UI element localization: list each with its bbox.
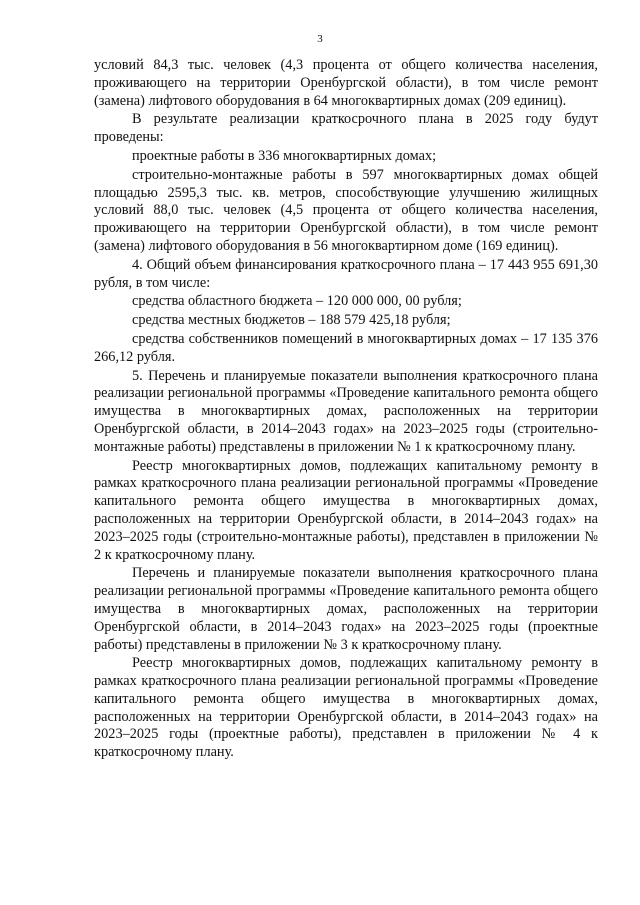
paragraph-appendix-4: Реестр многоквартирных домов, подлежащих капитальному ремонту в рамках краткосрочного плана реализации региональной программы «Проведение капитального ремонта общего имущества в многоквартирных домах, расположенных на территории Оренбургской области, в 2014–2043 годах» на 2023–2025 годы (проектные работы), представлен в приложении № 4 к краткосрочному плану. (94, 655, 598, 761)
paragraph-appendix-2: Реестр многоквартирных домов, подлежащих капитальному ремонту в рамках краткосрочного плана реализации региональной программы «Проведение капитального ремонта общего имущества в многоквартирных домах, расположенных на территории Оренбургской области, в 2014–2043 годах» на 2023–2025 годы (строительно-монтажные работы), представлен в приложении № 2 к краткосрочному плану. (94, 457, 598, 563)
paragraph-continuation: условий 84,3 тыс. человек (4,3 процента от общего количества населения, проживающего на территории Оренбургской области), в том числе ремонт (замена) лифтового оборудования в 64 многоквартирных домах (209 единиц). (94, 57, 598, 109)
page-number: 3 (317, 33, 323, 45)
paragraph-results-2025: В результате реализации краткосрочного плана в 2025 году будут проведены: (94, 111, 598, 146)
paragraph-local-budgets: средства местных бюджетов – 188 579 425,18 рубля; (132, 312, 451, 329)
paragraph-financing-total: 4. Общий объем финансирования краткосрочного плана – 17 443 955 691,30 рубля, в том числе: (94, 256, 598, 291)
paragraph-regional-budget: средства областного бюджета – 120 000 000, 00 рубля; (132, 293, 462, 310)
paragraph-appendix-1: 5. Перечень и планируемые показатели выполнения краткосрочного плана реализации региональной программы «Проведение капитального ремонта общего имущества в многоквартирных домах, расположенных на территории Оренбургской области, в 2014–2043 годах» на 2023–2025 годы (строительно-монтажные работы) представлены в приложении № 1 к краткосрочному плану. (94, 367, 598, 455)
paragraph-construction-works: строительно-монтажные работы в 597 многоквартирных домах общей площадью 2595,3 тыс. кв. метров, способствующие улучшению жилищных условий 88,0 тыс. человек (4,5 процента от общего количества населения, проживающего на территории Оренбургской области), в том числе ремонт (замена) лифтового оборудования в 56 многоквартирном доме (169 единиц). (94, 166, 598, 254)
paragraph-design-works: проектные работы в 336 многоквартирных домах; (132, 147, 437, 164)
paragraph-appendix-3: Перечень и планируемые показатели выполнения краткосрочного плана реализации региональной программы «Проведение капитального ремонта общего имущества в многоквартирных домах, расположенных на территории Оренбургской области, в 2014–2043 годах» на 2023–2025 годы (проектные работы) представлены в приложении № 3 к краткосрочному плану. (94, 565, 598, 653)
document-body (94, 57, 598, 763)
paragraph-owners-funds: средства собственников помещений в многоквартирных домах – 17 135 376 266,12 рубля. (94, 330, 598, 365)
